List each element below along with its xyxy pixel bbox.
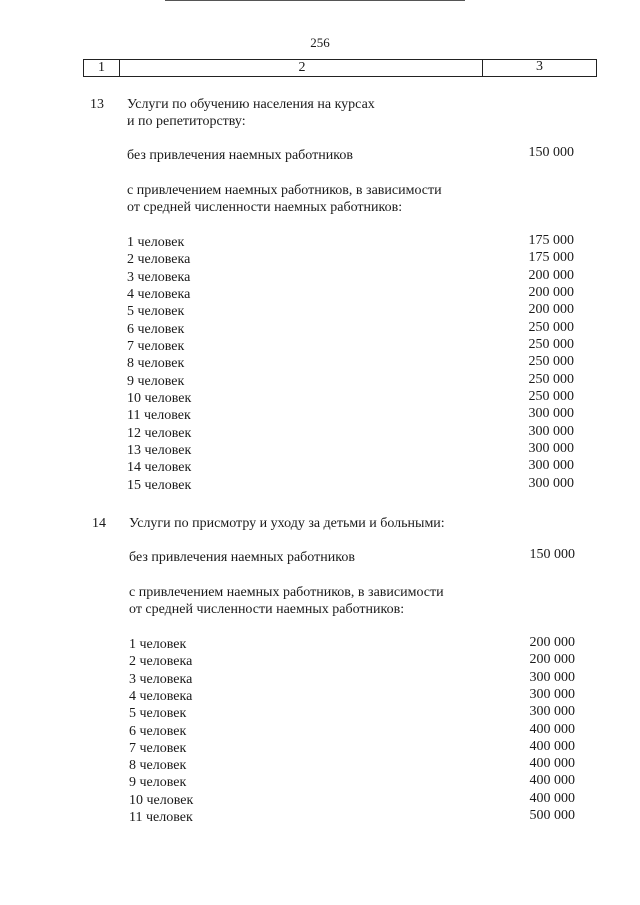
section-14-hired-line2: от средней численности наемных работников: xyxy=(129,602,405,617)
section-14-hired-line1: с привлечением наемных работников, в зависимости xyxy=(129,585,444,600)
section-14-number: 14 xyxy=(92,516,106,531)
row-value: 175 000 xyxy=(528,250,574,266)
row-value: 500 000 xyxy=(529,808,575,823)
row-value: 250 000 xyxy=(528,336,574,352)
row-value: 300 000 xyxy=(528,440,574,456)
section-14-no-hired-label: без привлечения наемных работников xyxy=(129,550,355,565)
section-13-title-line2: и по репетиторству: xyxy=(127,114,246,129)
section-13-title-line1: Услуги по обучению населения на курсах xyxy=(127,97,375,112)
column-header-2: 2 xyxy=(122,60,483,76)
row-value: 250 000 xyxy=(528,354,574,370)
row-value: 400 000 xyxy=(529,790,575,806)
page-number: 256 xyxy=(310,35,330,50)
row-label: 9 человек xyxy=(129,775,187,791)
row-value: 300 000 xyxy=(528,475,574,491)
row-label: 14 человек xyxy=(127,460,192,476)
row-label: 10 человек xyxy=(127,390,192,406)
row-label: 2 человека xyxy=(129,654,193,670)
row-label: 6 человек xyxy=(127,321,185,337)
row-label: 5 человек xyxy=(129,706,187,722)
row-label: 6 человек xyxy=(129,723,187,739)
row-label: 7 человек xyxy=(127,338,185,354)
row-value: 400 000 xyxy=(529,773,575,789)
row-label: 1 человек xyxy=(129,637,187,652)
row-value: 300 000 xyxy=(528,458,574,474)
row-label: 15 человек xyxy=(127,477,192,493)
row-value: 200 000 xyxy=(529,652,575,668)
row-value: 200 000 xyxy=(528,284,574,300)
row-label: 13 человек xyxy=(127,442,192,458)
row-label: 2 человека xyxy=(127,252,191,268)
section-14-title-line1: Услуги по присмотру и уходу за детьми и больными: xyxy=(129,516,445,531)
section-14-no-hired-value: 150 000 xyxy=(529,547,575,562)
row-value: 400 000 xyxy=(529,721,575,737)
row-value: 175 000 xyxy=(528,233,574,248)
row-value: 400 000 xyxy=(529,756,575,772)
row-label: 11 человек xyxy=(129,810,193,825)
row-label: 1 человек xyxy=(127,235,185,250)
section-13-number: 13 xyxy=(90,97,104,112)
row-value: 250 000 xyxy=(528,319,574,335)
row-value: 300 000 xyxy=(529,669,575,685)
row-value: 300 000 xyxy=(529,704,575,720)
row-value: 300 000 xyxy=(529,686,575,702)
section-13-no-hired-value: 150 000 xyxy=(528,145,574,160)
row-label: 8 человек xyxy=(127,356,185,372)
page-top-edge xyxy=(165,0,465,1)
section-13-no-hired-label: без привлечения наемных работников xyxy=(127,148,353,163)
section-13-hired-line2: от средней численности наемных работников: xyxy=(127,200,403,215)
row-value: 200 000 xyxy=(529,635,575,650)
row-value: 300 000 xyxy=(528,423,574,439)
row-label: 3 человека xyxy=(127,269,191,285)
row-value: 200 000 xyxy=(528,267,574,283)
row-label: 9 человек xyxy=(127,373,185,389)
row-label: 8 человек xyxy=(129,758,187,774)
row-value: 250 000 xyxy=(528,371,574,387)
column-header-1: 1 xyxy=(84,60,120,76)
section-13-hired-line1: с привлечением наемных работников, в зависимости xyxy=(127,183,442,198)
row-value: 300 000 xyxy=(528,406,574,422)
row-label: 12 человек xyxy=(127,425,192,441)
column-header-3: 3 xyxy=(536,59,543,74)
row-label: 3 человека xyxy=(129,671,193,687)
row-label: 7 человек xyxy=(129,740,187,756)
row-label: 11 человек xyxy=(127,408,191,424)
row-value: 200 000 xyxy=(528,302,574,318)
row-label: 4 человека xyxy=(127,286,191,302)
row-value: 250 000 xyxy=(528,388,574,404)
row-label: 4 человека xyxy=(129,688,193,704)
row-label: 5 человек xyxy=(127,304,185,320)
column-header-row xyxy=(83,59,597,77)
row-value: 400 000 xyxy=(529,738,575,754)
row-label: 10 человек xyxy=(129,792,194,808)
